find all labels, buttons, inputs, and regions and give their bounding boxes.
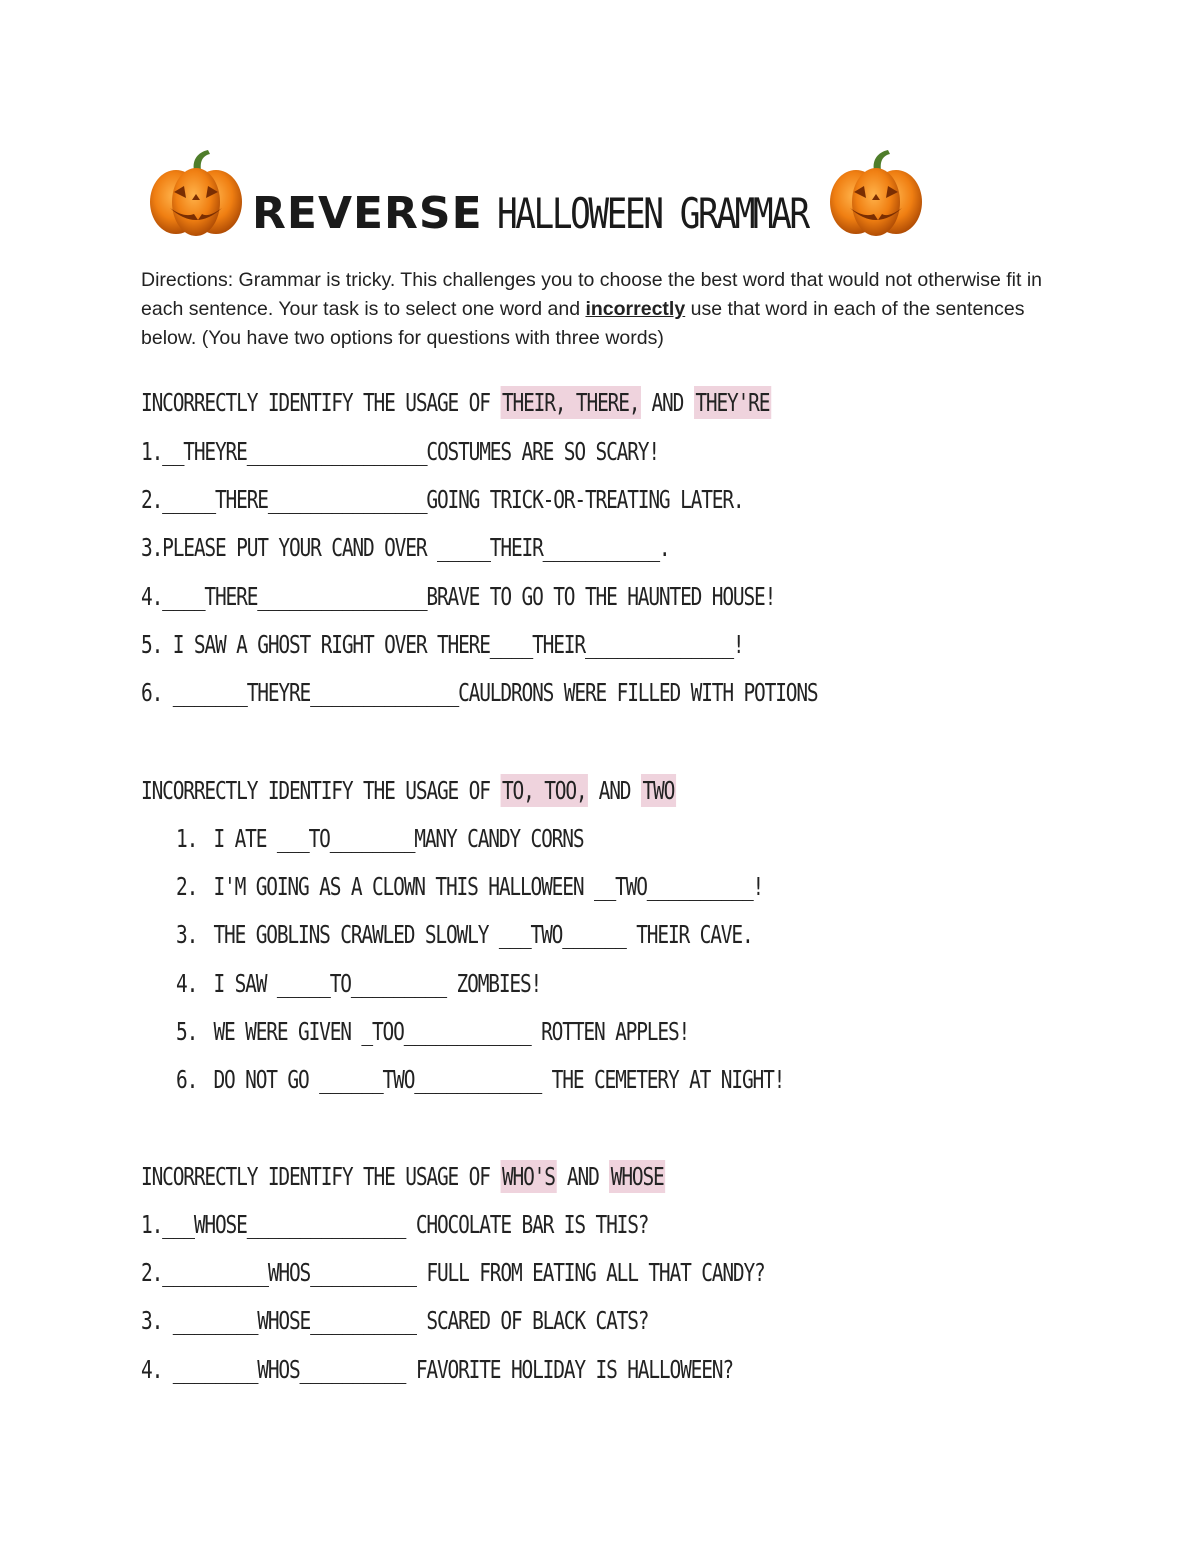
- item-number: 1.: [176, 824, 198, 853]
- list-item: [176, 824, 583, 853]
- list-item: [176, 969, 541, 998]
- directions-text: [141, 266, 1061, 353]
- section-heading: [141, 776, 676, 805]
- item-text: I'M GOING AS A CLOWN THIS HALLOWEEN __TWO__________!: [213, 872, 764, 901]
- list-item: [176, 1065, 784, 1094]
- highlighted-word: TWO: [642, 776, 675, 805]
- item-text: I SAW _____TO_________ ZOMBIES!: [213, 969, 542, 998]
- heading-prefix: INCORRECTLY IDENTIFY THE USAGE OF: [141, 1162, 501, 1191]
- list-item: 5. I SAW A GHOST RIGHT OVER THERE____THEIR______________!: [141, 630, 744, 659]
- jack-o-lantern-icon: [828, 148, 924, 240]
- list-item: [176, 1017, 689, 1046]
- list-item: 1.___WHOSE_______________ CHOCOLATE BAR IS THIS?: [141, 1210, 649, 1239]
- item-text: DO NOT GO ______TWO____________ THE CEMETERY AT NIGHT!: [213, 1065, 785, 1094]
- section-heading: [141, 1162, 665, 1191]
- highlighted-words: TO, TOO,: [501, 776, 587, 805]
- list-item: 2._____THERE_______________GOING TRICK-OR-TREATING LATER.: [141, 485, 744, 514]
- title-row: [148, 148, 928, 248]
- highlighted-word: THEY'RE: [695, 388, 770, 417]
- list-item: 4. ________WHOS__________ FAVORITE HOLIDAY IS HALLOWEEN?: [141, 1355, 733, 1384]
- highlighted-word: WHOSE: [610, 1162, 664, 1191]
- jack-o-lantern-icon: [148, 148, 244, 240]
- heading-prefix: INCORRECTLY IDENTIFY THE USAGE OF: [141, 776, 501, 805]
- list-item: [176, 920, 753, 949]
- directions-after: use that word in each of the sentences below. (You have two options for questions with three words): [141, 298, 1025, 349]
- item-text: WE WERE GIVEN _TOO____________ ROTTEN APPLES!: [213, 1017, 690, 1046]
- list-item: 6. _______THEYRE______________CAULDRONS WERE FILLED WITH POTIONS: [141, 678, 818, 707]
- highlighted-words: WHO'S: [501, 1162, 555, 1191]
- page-title: [252, 188, 876, 239]
- list-item: 1.__THEYRE_________________COSTUMES ARE SO SCARY!: [141, 437, 659, 466]
- list-item: 3.PLEASE PUT YOUR CAND OVER _____THEIR___________.: [141, 533, 670, 562]
- item-number: 6.: [176, 1065, 198, 1094]
- list-item: 4.____THERE________________BRAVE TO GO TO THE HAUNTED HOUSE!: [141, 582, 776, 611]
- item-number: 2.: [176, 872, 198, 901]
- section-heading: [141, 388, 771, 417]
- list-item: 3. ________WHOSE__________ SCARED OF BLACK CATS?: [141, 1306, 649, 1335]
- title-bold: REVERSE: [252, 188, 483, 239]
- item-number: 4.: [176, 969, 198, 998]
- title-rest: HALLOWEEN GRAMMAR: [496, 189, 808, 238]
- directions-emphasis: incorrectly: [585, 298, 686, 320]
- directions-before: Directions: Grammar is tricky. This challenges you to choose the best word that would not otherwise fit in each sentence. Your task is to select one word and: [141, 269, 1043, 320]
- heading-joiner: AND: [640, 388, 694, 417]
- item-number: 5.: [176, 1017, 198, 1046]
- item-text: THE GOBLINS CRAWLED SLOWLY ___TWO______ THEIR CAVE.: [213, 920, 753, 949]
- list-item: 2.__________WHOS__________ FULL FROM EATING ALL THAT CANDY?: [141, 1258, 765, 1287]
- item-text: I ATE ___TO________MANY CANDY CORNS: [213, 824, 584, 853]
- list-item: [176, 872, 763, 901]
- heading-joiner: AND: [588, 776, 641, 805]
- heading-prefix: INCORRECTLY IDENTIFY THE USAGE OF: [141, 388, 501, 417]
- heading-joiner: AND: [556, 1162, 610, 1191]
- item-number: 3.: [176, 920, 198, 949]
- highlighted-words: THEIR, THERE,: [501, 388, 640, 417]
